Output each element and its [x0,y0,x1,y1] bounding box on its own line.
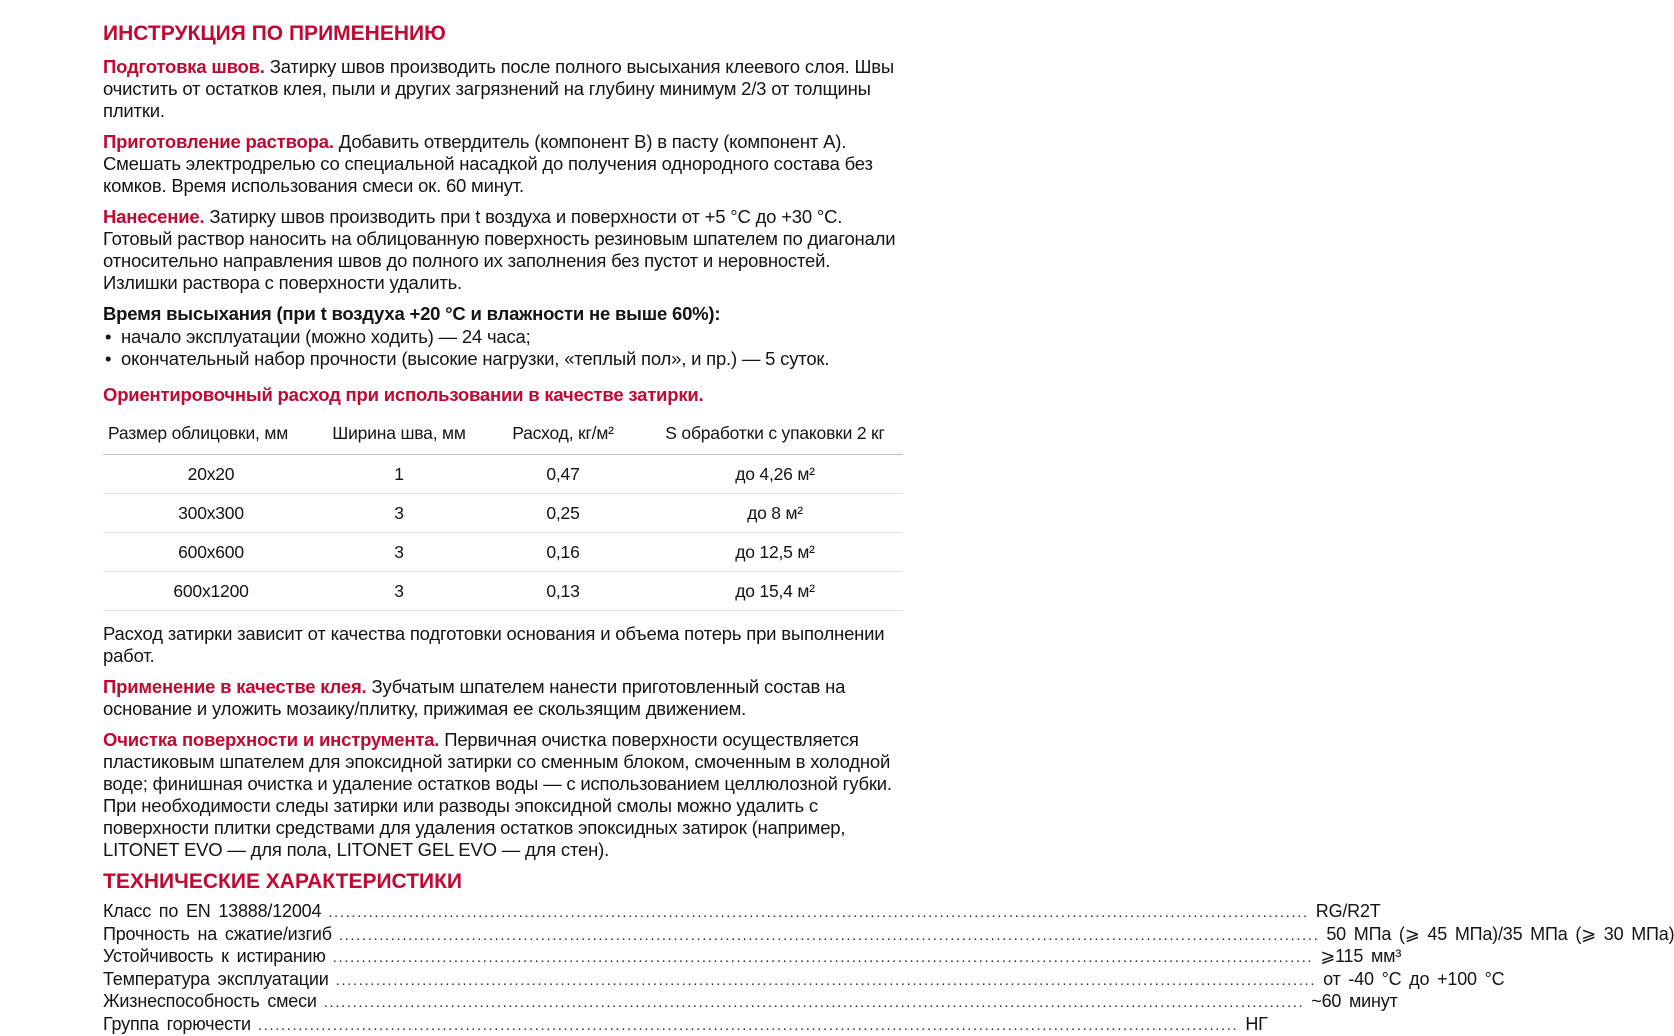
mortar-mixing-lead: Приготовление раствора. [103,131,334,152]
cell-joint-width: 3 [319,494,479,533]
spec-label: Устойчивость к истиранию [103,946,326,968]
joint-preparation-text: Затирку швов производить после полного высыхания клеевого слоя. Швы очистить от остатков клея, пыли и других загрязнений на глубину минимум 2/3 от толщины плитки. [103,56,894,121]
cell-consumption: 0,16 [479,533,647,572]
cell-consumption: 0,47 [479,455,647,494]
cell-joint-width: 3 [319,533,479,572]
joint-preparation-lead: Подготовка швов. [103,56,265,77]
table-row [103,533,903,572]
spec-row-temperature [103,969,903,992]
paragraph-application [103,206,903,294]
spec-row-flammability [103,1014,903,1036]
cell-tile-size: 300х300 [103,494,319,533]
cell-tile-size: 600х1200 [103,572,319,611]
cell-consumption: 0,25 [479,494,647,533]
spec-row-pot-life [103,991,903,1014]
column-header-joint-width: Ширина шва, мм [319,414,479,455]
list-item [103,348,903,370]
cell-coverage: до 15,4 м² [647,572,903,611]
spec-value: от -40 °С до +100 °С [1323,969,1504,991]
list-item [103,326,903,348]
spec-row-strength [103,924,903,947]
paragraph-adhesive-use [103,676,903,720]
spec-value: 50 МПа (⩾ 45 МПа)/35 МПа (⩾ 30 МПа) [1326,924,1674,946]
tech-specs-heading: ТЕХНИЧЕСКИЕ ХАРАКТЕРИСТИКИ [103,870,903,893]
spec-label: Температура эксплуатации [103,969,329,991]
dotted-leader [336,970,1316,992]
spec-row-abrasion [103,946,903,969]
adhesive-use-lead: Применение в качестве клея. [103,676,367,697]
spec-label: Прочность на сжатие/изгиб [103,924,332,946]
spec-label: Класс по EN 13888/12004 [103,901,321,923]
consumption-table [103,414,903,611]
spec-value: RG/R2T [1316,901,1381,923]
column-header-consumption: Расход, кг/м² [479,414,647,455]
dotted-leader [333,947,1313,969]
table-row [103,455,903,494]
application-text: Затирку швов производить при t воздуха и поверхности от +5 °С до +30 °С. Готовый раствор наносить на облицованную поверхность резиновым шпателем по диагонали относительно направления швов до полного их заполнения без пустот и неровностей. Излишки раствора с поверхности удалить. [103,206,895,293]
spec-label: Группа горючести [103,1014,251,1036]
cell-joint-width: 3 [319,572,479,611]
spec-value: ⩾115 мм³ [1320,946,1401,968]
dotted-leader [339,925,1319,947]
cell-joint-width: 1 [319,455,479,494]
page-title: ИНСТРУКЦИЯ ПО ПРИМЕНЕНИЮ [103,22,903,46]
spec-label: Жизнеспособность смеси [103,991,317,1013]
mortar-mixing-text: Добавить отвердитель (компонент В) в пасту (компонент А). Смешать электродрелью со специальной насадкой до получения однородного состава без комков. Время использования смеси ок. 60 минут. [103,131,873,196]
column-header-coverage: S обработки с упаковки 2 кг [647,414,903,455]
table-row [103,572,903,611]
spec-value: НГ [1245,1014,1267,1036]
drying-time-heading: Время высыхания (при t воздуха +20 °С и влажности не выше 60%): [103,303,903,325]
cleaning-text: Первичная очистка поверхности осуществляется пластиковым шпателем для эпоксидной затирки со сменным блоком, смоченным в холодной воде; финишная очистка и удаление остатков воды — с использованием целлюлозной губки. При необходимости следы затирки или разводы эпоксидной смолы можно удалить с поверхности плитки средствами для удаления остатков эпоксидных затирок (например, LITONET EVO — для пола, LITONET GEL EVO — для стен). [103,729,892,860]
drying-bullet-1: начало эксплуатации (можно ходить) — 24 часа; [121,326,531,347]
drying-time-list [103,326,903,370]
paragraph-mortar-mixing [103,131,903,197]
adhesive-use-text: Зубчатым шпателем нанести приготовленный состав на основание и уложить мозаику/плитку, прижимая ее скользящим движением. [103,676,845,719]
paragraph-joint-preparation [103,56,903,122]
spec-value: ~60 минут [1311,991,1397,1013]
cell-consumption: 0,13 [479,572,647,611]
drying-bullet-2: окончательный набор прочности (высокие нагрузки, «теплый пол», и пр.) — 5 суток. [121,348,829,369]
cell-coverage: до 8 м² [647,494,903,533]
dotted-leader [324,992,1304,1014]
cell-tile-size: 20х20 [103,455,319,494]
column-header-tile-size: Размер облицовки, мм [103,414,319,455]
application-lead: Нанесение. [103,206,204,227]
table-row [103,494,903,533]
cell-coverage: до 4,26 м² [647,455,903,494]
dotted-leader [328,902,1308,924]
tech-specs-list [103,901,903,1036]
cell-tile-size: 600х600 [103,533,319,572]
paragraph-cleaning [103,729,903,861]
spec-row-class [103,901,903,924]
cell-coverage: до 12,5 м² [647,533,903,572]
dotted-leader [258,1015,1238,1036]
consumption-heading: Ориентировочный расход при использовании в качестве затирки. [103,384,903,406]
cleaning-lead: Очистка поверхности и инструмента. [103,729,439,750]
table-header-row [103,414,903,455]
paragraph-consumption-note: Расход затирки зависит от качества подготовки основания и объема потерь при выполнении работ. [103,623,903,667]
